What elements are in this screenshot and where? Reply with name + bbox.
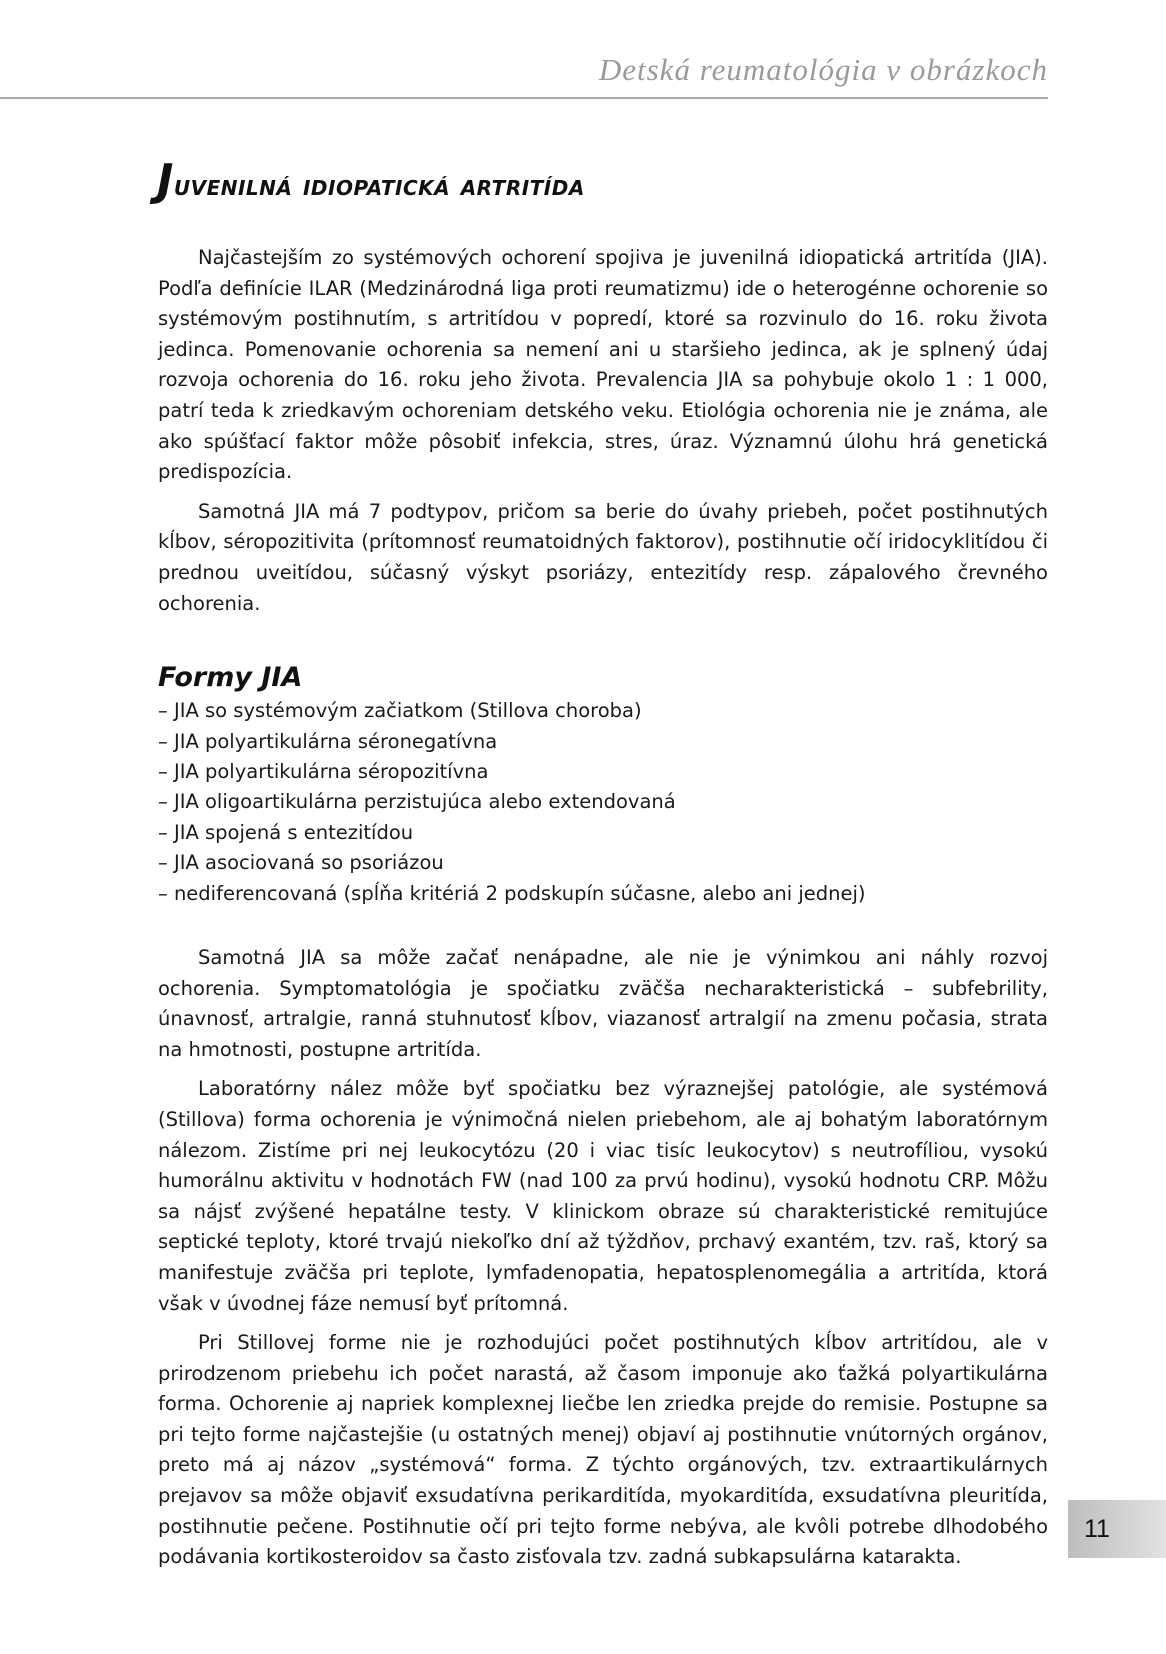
list-item: – JIA oligoartikulárna perzistujúca alebo extendovaná: [158, 787, 1048, 817]
page-number: 11: [1068, 1500, 1166, 1558]
list-item: – JIA spojená s entezitídou: [158, 818, 1048, 848]
chapter-title: [157, 155, 585, 206]
forms-list: [158, 696, 1048, 909]
section-heading-forms: Formy JIA: [158, 662, 303, 694]
list-item: – JIA asociovaná so psoriázou: [158, 848, 1048, 878]
main-content: [158, 243, 1048, 1582]
list-item: – JIA so systémovým začiatkom (Stillova choroba): [158, 696, 1048, 726]
paragraph-intro-2: Samotná JIA má 7 podtypov, pričom sa berie do úvahy priebeh, počet postihnutých kĺbov, séropozitivita (prítomnosť reumatoidných faktorov), postihnutie očí iridocyklitídou či prednou uveitídou, súčasný výskyt psoriázy, entezitídy resp. zápalového črevného ochorenia.: [158, 499, 1048, 615]
list-item: – JIA polyartikulárna séronegatívna: [158, 727, 1048, 757]
header-divider: [0, 97, 1048, 99]
paragraph-body-3: Pri Stillovej forme nie je rozhodujúci počet postihnutých kĺbov artritídou, ale v prirodzenom priebehu ich počet narastá, až časom imponuje ako ťažká polyartikulárna forma. Ochorenie aj napriek komplexnej liečbe len zriedka prejde do remisie. Postupne sa pri tejto forme najčastejšie (u ostatných menej) objaví aj postihnutie vnútorných orgánov, preto má aj názov „systémová“ forma. Z týchto orgánových, tzv. extraartikulárnych prejavov sa môže objaviť exsudatívna perikarditída, myokarditída, exsudatívna pleuritída, postihnutie pečene. Postihnutie očí pri tejto forme nebýva, ale kvôli potrebe dlhodobého podávania kortikosteroidov sa často zisťovala tzv. zadná subkapsulárna katarakta.: [158, 1331, 1048, 1569]
chapter-title-rest: uvenilná idiopatická artritída: [173, 168, 585, 202]
running-header: Detská reumatológia v obrázkoch: [598, 52, 1048, 87]
list-item: – nediferencovaná (spĺňa kritériá 2 podskupín súčasne, alebo ani jednej): [158, 879, 1048, 909]
list-item: – JIA polyartikulárna séropozitívna: [158, 757, 1048, 787]
chapter-title-initial: J: [157, 155, 174, 206]
paragraph-body-2: Laboratórny nález môže byť spočiatku bez výraznejšej patológie, ale systémová (Stillova) forma ochorenia je výnimočná nielen priebehom, ale aj bohatým laboratórnym nálezom. Zistíme pri nej leukocytózu (20 i viac tisíc leukocytov) s neutrofíliou, vysokú humorálnu aktivitu v hodnotách FW (nad 100 za prvú hodinu), vysokú hodnotu CRP. Môžu sa nájsť zvýšené hepatálne testy. V klinickom obraze sú charakteristické remitujúce septické teploty, ktoré trvajú niekoľko dní až týždňov, prchavý exantém, tzv. raš, ktorý sa manifestuje zväčša pri teplote, lymfadenopatia, hepatosplenomegália a artritída, ktorá však v úvodnej fáze nemusí byť prítomná.: [158, 1077, 1048, 1315]
paragraph-intro-1: Najčastejším zo systémových ochorení spojiva je juvenilná idiopatická artritída (JIA). Podľa definície ILAR (Medzinárodná liga proti reumatizmu) ide o heterogénne ochorenie so systémovým postihnutím, s artritídou v popredí, ktoré sa rozvinulo do 16. roku života jedinca. Pomenovanie ochorenia sa nemení ani u staršieho jedinca, ak je splnený údaj rozvoja ochorenia do 16. roku jeho života. Prevalencia JIA sa pohybuje okolo 1 : 1 000, patrí teda k zriedkavým ochoreniam detského veku. Etiológia ochorenia nie je známa, ale ako spúšťací faktor môže pôsobiť infekcia, stres, úraz. Významnú úlohu hrá genetická predispozícia.: [158, 246, 1048, 484]
paragraph-body-1: Samotná JIA sa môže začať nenápadne, ale nie je výnimkou ani náhly rozvoj ochorenia. Symptomatológia je spočiatku zväčša necharakteristická – subfebrility, únavnosť, artralgie, ranná stuhnutosť kĺbov, viazanosť artralgií na zmenu počasia, strata na hmotnosti, postupne artritída.: [158, 945, 1048, 1061]
